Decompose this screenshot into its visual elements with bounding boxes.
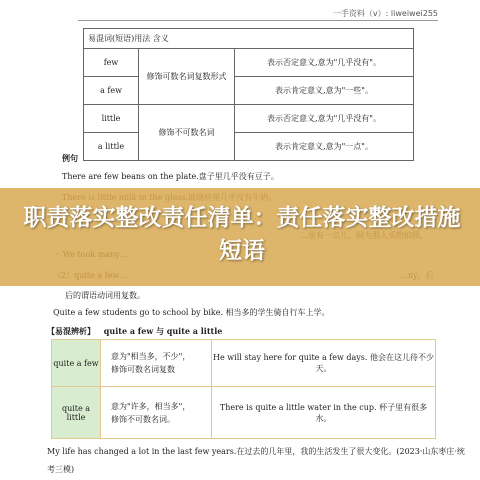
table-row bbox=[52, 340, 436, 387]
description-line: 意为"许多，相当多"， bbox=[111, 401, 191, 411]
description-cell bbox=[101, 387, 212, 439]
word-cell: few bbox=[84, 49, 139, 77]
example-sentence: Quite a few students go to school by bike. 相当多的学生骑自行车上学。 bbox=[53, 308, 330, 317]
footer-source: 考三模) bbox=[47, 465, 75, 474]
header-rule bbox=[78, 20, 438, 21]
section-heading bbox=[47, 326, 222, 337]
description-line: 修饰不可数名词。 bbox=[111, 414, 175, 424]
comparison-table bbox=[51, 339, 436, 439]
table-row bbox=[84, 49, 414, 77]
phrase-cell: quite a few bbox=[52, 340, 101, 387]
footer-sentence: My life has changed a lot in the last few years.在过去的几年里，我的生活发生了很大变化。(2023·山东枣庄·统 bbox=[47, 447, 465, 456]
word-cell: little bbox=[84, 105, 139, 133]
usage-cell: 修饰不可数名词 bbox=[139, 105, 235, 161]
table-row bbox=[84, 133, 414, 161]
meaning-cell: 表示肯定意义,意为"一点"。 bbox=[235, 133, 414, 161]
word-cell: a few bbox=[84, 77, 139, 105]
table-header-cell: 易混词(短语)用法 含义 bbox=[84, 29, 414, 49]
description-cell bbox=[101, 340, 212, 387]
example-cell: He will stay here for quite a few days. 他会在这儿待不少天。 bbox=[212, 340, 436, 387]
table-row bbox=[52, 387, 436, 439]
meaning-cell: 表示否定意义,意为"几乎没有"。 bbox=[235, 105, 414, 133]
section-title: quite a few 与 quite a little bbox=[103, 326, 223, 336]
meaning-cell: 表示否定意义,意为"几乎没有"。 bbox=[235, 49, 414, 77]
word-cell: a little bbox=[84, 133, 139, 161]
example-sentence: There are few beans on the plate.盘子里几乎没有豆子。 bbox=[62, 172, 279, 181]
section-bracket-label: 【易混辨析】 bbox=[47, 326, 95, 336]
description-line: 修饰可数名词复数 bbox=[111, 365, 175, 374]
examples-heading: 例句 bbox=[62, 153, 78, 163]
header-credit: 一手资料（v）: liweiwei255 bbox=[332, 9, 438, 18]
body-text: 后的谓语动词用复数。 bbox=[65, 291, 145, 300]
banner-title: 职责落实整改责任清单：责任落实整改措施短语 bbox=[23, 205, 461, 264]
table-row bbox=[84, 77, 414, 105]
description-line: 意为"相当多，不少"， bbox=[111, 352, 191, 361]
example-cell: There is quite a little water in the cup. 杯子里有很多水。 bbox=[212, 387, 436, 439]
usage-cell: 修饰可数名词复数形式 bbox=[139, 49, 235, 105]
phrase-cell: quite a little bbox=[52, 387, 101, 439]
meaning-cell: 表示肯定意义,意为"一些"。 bbox=[235, 77, 414, 105]
usage-table bbox=[83, 28, 414, 161]
table-row bbox=[84, 105, 414, 133]
table-header-row bbox=[84, 29, 414, 49]
